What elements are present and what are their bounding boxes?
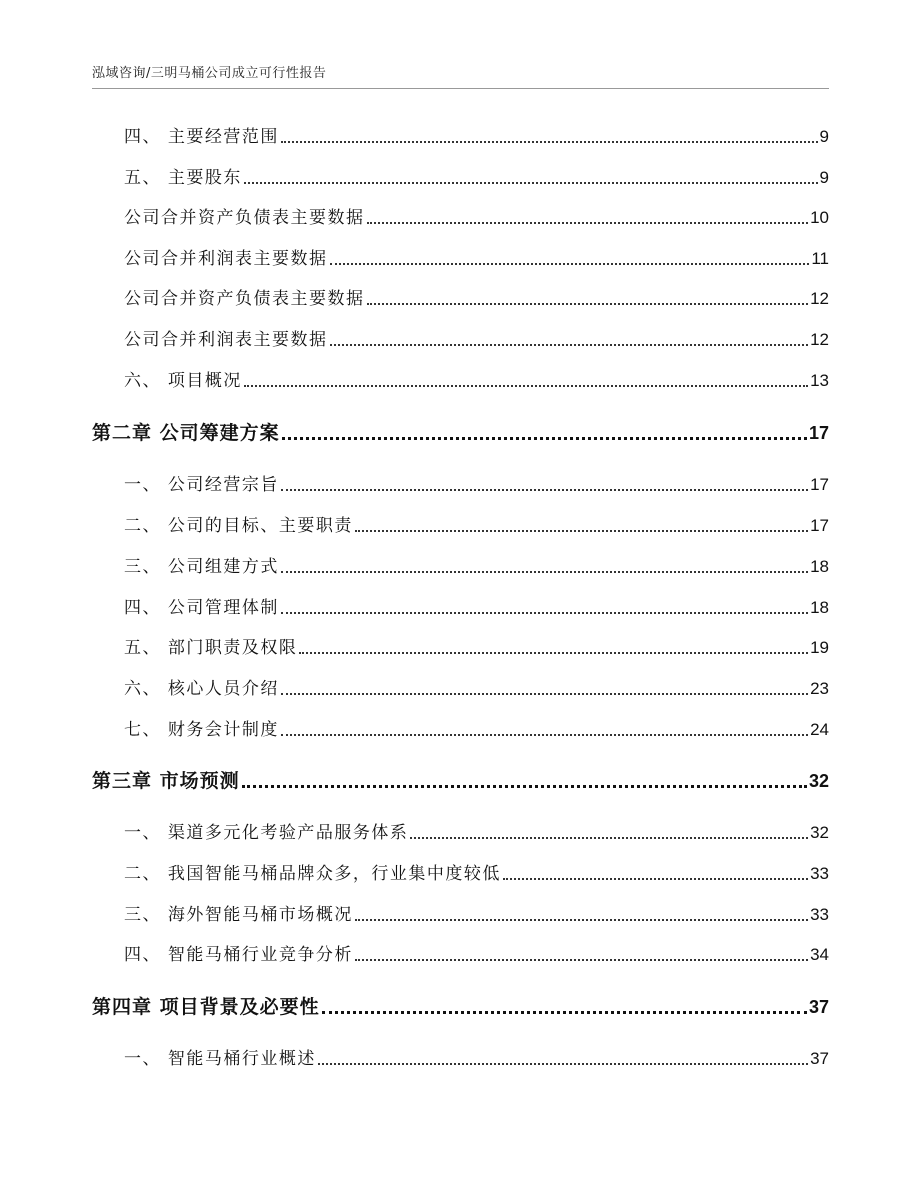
toc-leader [242,784,807,788]
toc-entry[interactable] [0,203,829,229]
toc-entry[interactable] [0,122,829,148]
toc-entry[interactable] [0,552,829,578]
toc-entry-title: 六、 核心人员介绍 [124,679,279,699]
toc-entry-title: 公司合并资产负债表主要数据 [124,208,365,228]
toc-entry-page: 18 [810,557,829,576]
toc-entry-page: 10 [810,208,829,227]
toc-entry-title: 四、 公司管理体制 [124,598,279,618]
toc-entry[interactable] [0,633,829,659]
toc-leader [355,918,808,921]
toc-chapter-page: 32 [808,771,829,791]
toc-leader [281,488,808,491]
toc-leader [281,733,808,736]
toc-entry-title: 七、 财务会计制度 [124,720,279,740]
toc-chapter-entry[interactable] [0,992,829,1018]
toc-entry-title: 一、 渠道多元化考验产品服务体系 [124,823,409,843]
running-header: 泓域咨询/三明马桶公司成立可行性报告 [92,66,327,81]
toc-entry[interactable] [0,715,829,741]
toc-leader [355,529,808,532]
toc-entry-page: 33 [810,905,829,924]
toc-entry-title: 五、 部门职责及权限 [124,638,298,658]
toc-entry-page: 12 [810,330,829,349]
toc-leader [299,651,808,654]
toc-entry-title: 三、 海外智能马桶市场概况 [124,905,353,925]
toc-leader [503,877,808,880]
toc-entry[interactable] [0,859,829,885]
toc-entry[interactable] [0,366,829,392]
toc-entry-title: 五、 主要股东 [124,168,242,188]
toc-entry-page: 9 [819,168,829,187]
toc-leader [330,343,809,346]
toc-leader [281,611,808,614]
toc-leader [330,262,810,265]
toc-entry-title: 六、 项目概况 [124,371,242,391]
toc-chapter-title: 第四章 项目背景及必要性 [92,996,320,1018]
toc-entry-title: 三、 公司组建方式 [124,557,279,577]
toc-chapter-entry[interactable] [0,766,829,792]
toc-entry[interactable] [0,163,829,189]
toc-leader [281,570,808,573]
toc-entry-page: 9 [819,127,829,146]
toc-entry[interactable] [0,1044,829,1070]
toc-entry[interactable] [0,940,829,966]
toc-entry-page: 17 [810,516,829,535]
header-rule [92,88,829,89]
toc-entry-page: 23 [810,679,829,698]
toc-entry-title: 公司合并利润表主要数据 [124,330,328,350]
toc-leader [367,302,809,305]
toc-leader [318,1062,808,1065]
toc-entry-page: 12 [810,289,829,308]
toc-entry-title: 公司合并利润表主要数据 [124,249,328,269]
toc-entry-title: 公司合并资产负债表主要数据 [124,289,365,309]
toc-leader [322,1010,807,1014]
toc-entry-title: 四、 主要经营范围 [124,127,279,147]
toc-entry-page: 32 [810,823,829,842]
toc-entry[interactable] [0,818,829,844]
toc-chapter-title: 第三章 市场预测 [92,770,240,792]
toc-entry[interactable] [0,325,829,351]
toc-entry[interactable] [0,470,829,496]
toc-entry-page: 37 [810,1049,829,1068]
toc-leader [281,140,818,143]
toc-leader [367,221,809,224]
toc-entry[interactable] [0,674,829,700]
toc-leader [281,692,808,695]
toc-entry-page: 11 [811,249,829,268]
toc-entry-page: 13 [810,371,829,390]
toc-entry[interactable] [0,900,829,926]
toc-entry-page: 24 [810,720,829,739]
toc-entry-title: 二、 我国智能马桶品牌众多，行业集中度较低 [124,864,501,884]
toc-entry[interactable] [0,593,829,619]
toc-entry[interactable] [0,511,829,537]
toc-entry-title: 二、 公司的目标、主要职责 [124,516,353,536]
toc-entry-page: 18 [810,598,829,617]
toc-leader [282,436,807,440]
toc-leader [410,836,808,839]
toc-entry-page: 17 [810,475,829,494]
toc-entry-page: 34 [810,945,829,964]
toc-chapter-page: 17 [808,423,829,443]
toc-entry-title: 一、 公司经营宗旨 [124,475,279,495]
toc-entry-page: 19 [810,638,829,657]
toc-entry[interactable] [0,284,829,310]
toc-chapter-entry[interactable] [0,418,829,444]
toc-entry[interactable] [0,244,829,270]
toc-leader [244,181,818,184]
toc-entry-page: 33 [810,864,829,883]
toc-chapter-title: 第二章 公司筹建方案 [92,422,280,444]
toc-leader [355,958,808,961]
toc-chapter-page: 37 [808,997,829,1017]
toc-leader [244,384,808,387]
toc-entry-title: 一、 智能马桶行业概述 [124,1049,316,1069]
toc-entry-title: 四、 智能马桶行业竞争分析 [124,945,353,965]
